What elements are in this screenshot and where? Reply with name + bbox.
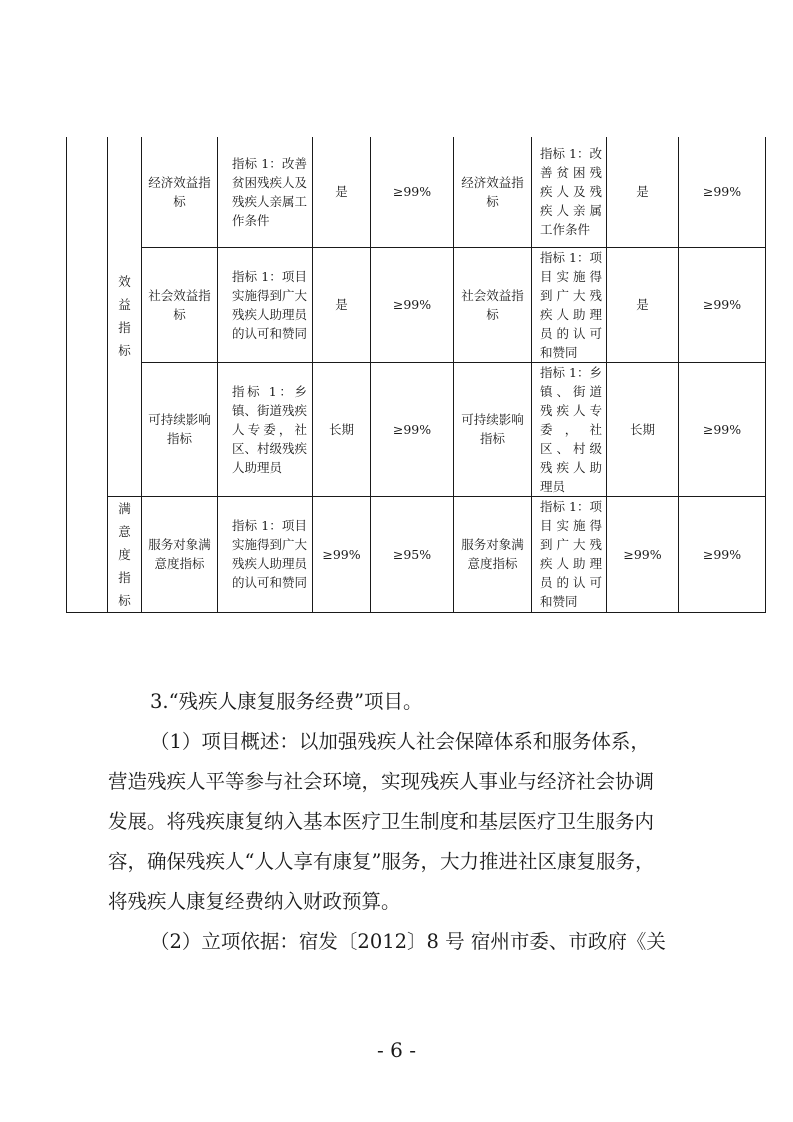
indicator-cell: 指标 1：项目实施得到广大残疾人助理员的认可和赞同 bbox=[218, 496, 313, 612]
paragraph-line: （1）项目概述：以加强残疾人社会保障体系和服务体系， bbox=[150, 730, 650, 753]
value-cell: ≥99% bbox=[371, 137, 454, 247]
category-cell bbox=[108, 137, 142, 496]
value-cell: ≥99% bbox=[371, 362, 454, 496]
outer-cell-continued bbox=[67, 137, 108, 612]
sub-indicator-cell: 服务对象满意度指标 bbox=[454, 496, 532, 612]
category-label: 效益指标 bbox=[118, 274, 131, 359]
category-label: 满意度指标 bbox=[118, 500, 131, 608]
indicator-cell: 指标 1：乡镇、街道残疾人专委，社区、村级残疾人助理员 bbox=[532, 362, 607, 496]
sub-indicator-cell: 服务对象满意度指标 bbox=[142, 496, 218, 612]
value-cell: 长期 bbox=[607, 362, 679, 496]
indicator-cell: 指标 1：项目实施得到广大残疾人助理员的认可和赞同 bbox=[532, 247, 607, 362]
sub-indicator-cell: 经济效益指标 bbox=[454, 137, 532, 247]
sub-indicator-cell: 社会效益指标 bbox=[454, 247, 532, 362]
indicator-cell: 指标 1：项目实施得到广大残疾人助理员的认可和赞同 bbox=[532, 496, 607, 612]
paragraph-line: 发展。将残疾康复纳入基本医疗卫生制度和基层医疗卫生服务内 bbox=[108, 810, 655, 833]
value-cell: ≥99% bbox=[679, 362, 766, 496]
indicator-cell: 指标 1：乡镇、街道残疾人专委，社区、村级残疾人助理员 bbox=[218, 362, 313, 496]
value-cell: ≥99% bbox=[679, 137, 766, 247]
sub-indicator-cell: 社会效益指标 bbox=[142, 247, 218, 362]
performance-indicator-table bbox=[66, 137, 766, 613]
value-cell: ≥99% bbox=[371, 247, 454, 362]
sub-indicator-cell: 可持续影响指标 bbox=[142, 362, 218, 496]
value-cell: 是 bbox=[313, 137, 371, 247]
value-cell: 是 bbox=[607, 137, 679, 247]
paragraph-line: 将残疾人康复经费纳入财政预算。 bbox=[108, 890, 401, 913]
sub-indicator-cell: 可持续影响指标 bbox=[454, 362, 532, 496]
indicator-cell: 指标 1：改善贫困残疾人及残疾人亲属工作条件 bbox=[532, 137, 607, 247]
paragraph-line: （2）立项依据：宿发〔2012〕8 号 宿州市委、市政府《关 bbox=[150, 930, 666, 953]
sub-indicator-cell: 经济效益指标 bbox=[142, 137, 218, 247]
paragraph-line: 营造残疾人平等参与社会环境，实现残疾人事业与经济社会协调 bbox=[108, 770, 655, 793]
section-heading: 3.“残疾人康复服务经费”项目。 bbox=[150, 690, 423, 713]
indicator-cell: 指标 1：改善贫困残疾人及残疾人亲属工作条件 bbox=[218, 137, 313, 247]
paragraph-line: 容，确保残疾人“人人享有康复”服务，大力推进社区康复服务， bbox=[108, 850, 655, 873]
value-cell: ≥99% bbox=[679, 496, 766, 612]
section-body bbox=[108, 682, 688, 962]
value-cell: 长期 bbox=[313, 362, 371, 496]
indicator-cell: 指标 1：项目实施得到广大残疾人助理员的认可和赞同 bbox=[218, 247, 313, 362]
page-number: - 6 - bbox=[377, 1038, 416, 1062]
value-cell: ≥99% bbox=[607, 496, 679, 612]
value-cell: ≥99% bbox=[679, 247, 766, 362]
category-cell bbox=[108, 496, 142, 612]
value-cell: ≥99% bbox=[313, 496, 371, 612]
value-cell: ≥95% bbox=[371, 496, 454, 612]
value-cell: 是 bbox=[607, 247, 679, 362]
value-cell: 是 bbox=[313, 247, 371, 362]
